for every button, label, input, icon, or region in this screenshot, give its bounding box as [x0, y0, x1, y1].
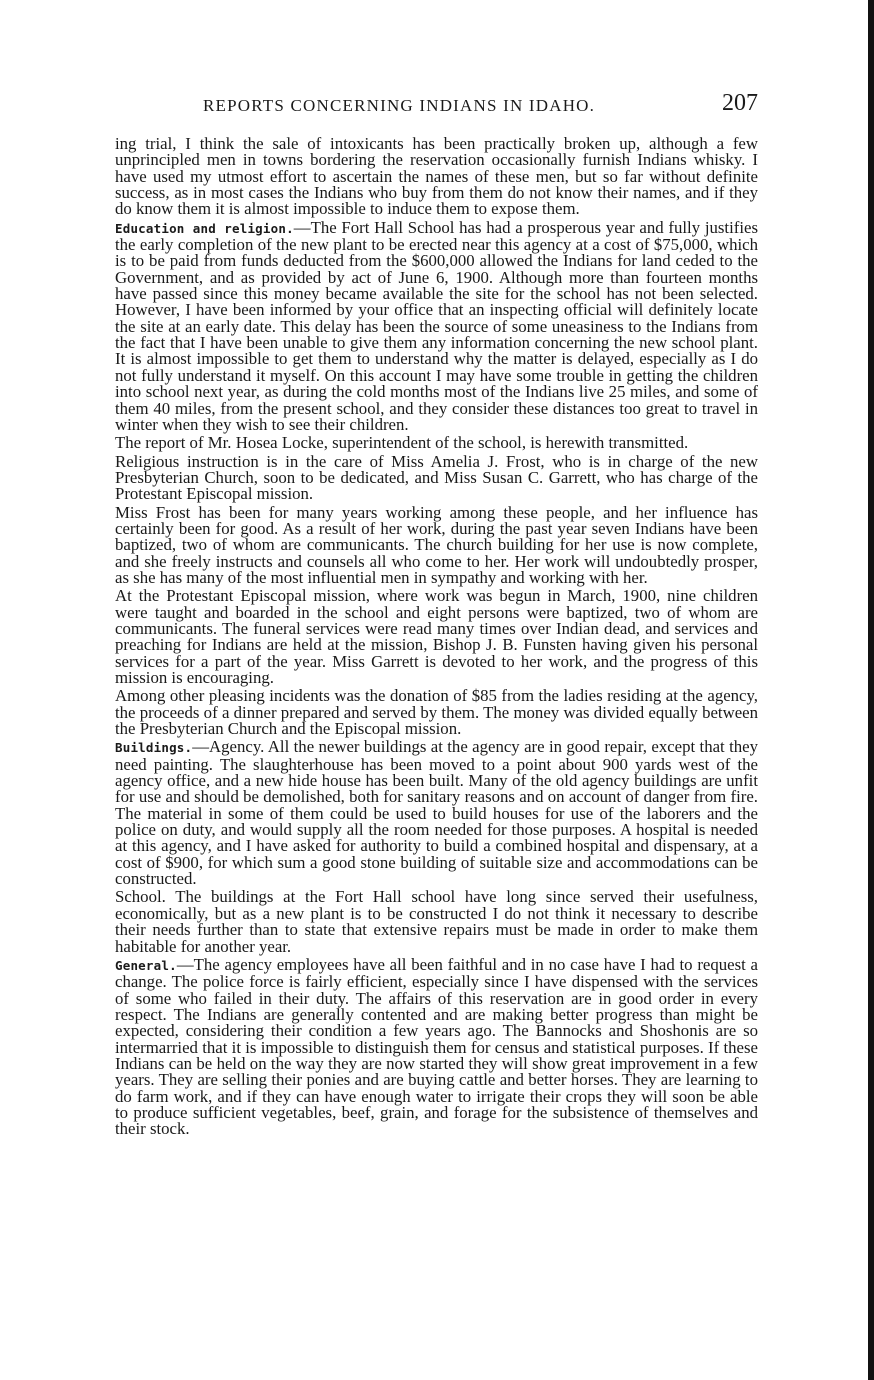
paragraph-locke-report [115, 435, 758, 451]
paragraph-text: At the Protestant Episcopal mission, where work was begun in March, 1900, nine children were taught and boarded in the school and eight persons were baptized, two of whom are communicants. The funeral services were read many times over Indian dead, and services and preaching for Indians are held at the mission, Bishop J. B. Funsten having given his personal services for a part of the year. Miss Garrett is devoted to her work, and the progress of this mission is encouraging. [115, 586, 758, 687]
paragraph-text: Among other pleasing incidents was the donation of $85 from the ladies residing at the agency, the proceeds of a dinner prepared and served by them. The money was divided equally between the Presbyterian Church and the Episcopal mission. [115, 686, 758, 739]
paragraph-intoxicants [115, 136, 758, 218]
paragraph-text: ing trial, I think the sale of intoxicants has been practically broken up, although a few unprincipled men in towns bordering the reservation occasionally furnish Indians whisky. I have used my utmost effort to ascertain the names of these men, but so far without definite success, as in most cases the Indians who buy from them do not know their names, and if they do know them it is almost impossible to induce them to expose them. [115, 134, 758, 219]
paragraph-text: —Agency. All the newer buildings at the agency are in good repair, except that they need painting. The slaughterhouse has been moved to a point about 900 yards west of the agency office, and a new hide house has been built. Many of the old agency buildings are unfit for use and should be demolished, both for sanitary reasons and on account of danger from fire. The material in some of them could be used to build houses for use of the laborers and the police on duty, and would supply all the room needed for those purposes. A hospital is needed at this agency, and I have asked for authority to build a combined hospital and dispensary, at a cost of $900, for which sum a good stone building of suitable size and accommodations can be constructed. [115, 737, 758, 889]
running-head: REPORTS CONCERNING INDIANS IN IDAHO. [203, 96, 596, 115]
document-page [115, 92, 758, 1140]
section-heading-general: General. [115, 957, 177, 973]
body-text [115, 136, 758, 1138]
section-heading-education: Education and religion. [115, 220, 294, 236]
paragraph-buildings [115, 739, 758, 887]
paragraph-text: —The agency employees have all been faithful and in no case have I had to request a change. The police force is fairly efficient, especially since I have dispensed with the services of some who failed in their duty. The affairs of this reservation are in good order in every respect. The Indians are generally contented and are making better progress than might be expected, considering their condition a few years ago. The Bannocks and Shoshonis are so intermarried that it is impossible to distinguish them for census and statistical purposes. If these Indians can be held on the way they are now started they will show great improvement in a few years. They are selling their ponies and are buying cattle and better horses. They are learning to do farm work, and if they can have enough water to irrigate their crops they will soon be able to produce sufficient vegetables, beef, grain, and forage for the subsistence of themselves and their stock. [115, 954, 758, 1139]
page-number: 207 [722, 90, 758, 116]
paragraph-text: The report of Mr. Hosea Locke, superintendent of the school, is herewith transmitted. [115, 433, 689, 453]
page-header [115, 92, 758, 126]
paragraph-general [115, 954, 758, 1139]
paragraph-text: School. The buildings at the Fort Hall school have long since served their usefulness, economically, but as a new plant is to be constructed I do not think it necessary to describe their needs further than to state that extensive repairs must be made in order to make them habitable for another year. [115, 887, 758, 956]
paragraph-text: Miss Frost has been for many years working among these people, and her influence has certainly been for good. As a result of her work, during the past year seven Indians have been baptized, two of whom are communicants. The church building for her use is now complete, and she freely instructs and counsels all who come to her. Her work will undoubtedly prosper, as she has many of the most influential men in sympathy and working with her. [115, 502, 758, 587]
paragraph-text: —The Fort Hall School has had a prosperous year and fully justifies the early completion of the new plant to be erected near this agency at a cost of $75,000, which is to be paid from funds deducted from the $600,000 allowed the Indians for land ceded to the Government, and as provided by act of June 6, 1900. Although more than fourteen months have passed since this money became available the site for the school has not been selected. However, I have been informed by your office that an inspecting official will definitely locate the site at an early date. This delay has been the source of some uneasiness to the Indians from the fact that I have been unable to give them any information concerning the new school plant. It is almost impossible to get them to understand why the matter is delayed, especially as I do not fully understand it myself. On this account I may have some trouble in getting the children into school next year, as during the cold months most of the Indians live 25 miles, and some of them 40 miles, from the present school, and they consider these distances too great to travel in winter when they wish to see their children. [115, 217, 758, 434]
paragraph-donation [115, 688, 758, 737]
scan-edge [868, 0, 874, 1380]
paragraph-education [115, 217, 758, 434]
paragraph-religious-instruction [115, 451, 758, 504]
paragraph-school-buildings [115, 889, 758, 954]
paragraph-text: Religious instruction is in the care of Miss Amelia J. Frost, who is in charge of the new Presbyterian Church, soon to be dedicated, and Miss Susan C. Garrett, who has charge of the Protestant Episcopal mission. [115, 451, 758, 504]
section-heading-buildings: Buildings. [115, 740, 193, 756]
paragraph-episcopal-mission [115, 588, 758, 686]
paragraph-miss-frost [115, 502, 758, 587]
